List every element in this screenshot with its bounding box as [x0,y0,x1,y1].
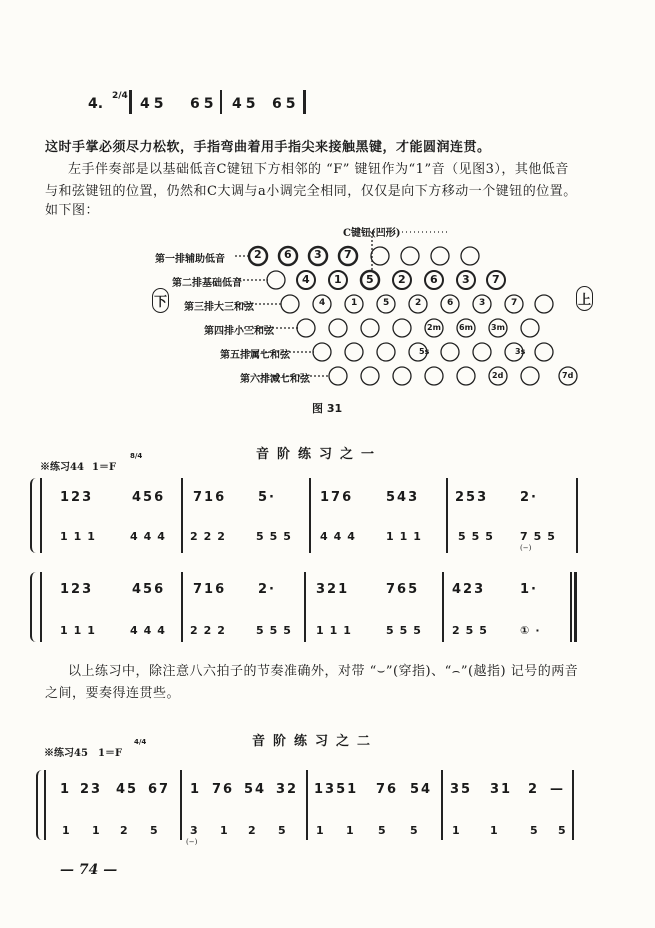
exercise-45-label: ※练习45 [44,748,88,759]
bass-note: 1 [62,824,76,837]
bass-group: 444 [320,530,361,543]
up-direction-mark: 上 [576,286,593,311]
button-num: 2m [427,323,441,332]
note-group: 176 [320,490,354,505]
button-num: 3 [462,273,470,286]
button-num: 2 [398,273,406,286]
button-num: 3 [479,298,486,308]
repeat-barline-start [129,90,132,114]
button-num: 2 [254,248,262,261]
bass-note: 5 [558,824,572,837]
button-num: 5s [419,347,430,356]
bass-group: 255 [452,624,493,637]
bass-group: 111 [386,530,427,543]
ex4-note-4: 65 [272,96,300,112]
button-num: 3s [515,347,526,356]
note-group: 123 [60,490,94,505]
row-2-label: 第二排基础低音 [172,278,242,289]
barline [180,770,182,840]
button-num: 6 [284,248,292,261]
scale-exercise-1-title: 音阶练习之一 [256,447,383,462]
exercise-4-time-signature: 2/4 [112,91,128,101]
bass-group: 555 [256,624,297,637]
instruction-paragraph-3-line-1: 以上练习中，除注意八六拍子的节奏准确外，对带 “⌣”(穿指)、“⌢”(越指) 记号的两音 [68,664,579,679]
instruction-paragraph-2-line-1: 左手伴奏部是以基础低音C键钮下方相邻的 “F” 键钮作为“1”音（见图3），其他低音 [68,162,569,177]
barline [306,770,308,840]
instruction-paragraph-3-line-2: 之间，要奏得连贯些。 [45,686,181,701]
note: 32 [276,782,299,797]
note-group: 765 [386,582,420,597]
row-1-label: 第一排辅助低音 [155,254,225,265]
note: 23 [80,782,103,797]
sub-mark: (−) [520,544,532,552]
barline [181,572,183,642]
barline [220,90,222,114]
bass-group: 555 [256,530,297,543]
bass-note: 1 [452,824,466,837]
repeat-barline-end [303,90,306,114]
button-num: 2d [492,371,504,380]
button-num: 6m [459,323,473,332]
bass-note: 5 [150,824,164,837]
note: 1 [190,782,202,797]
button-num: 7 [492,273,500,286]
note-group: 456 [132,582,166,597]
exercise-44-meter: 8/4 [130,452,143,460]
exercise-4-label: 4. [88,96,104,112]
note-group: 5· [258,490,276,505]
system-brace [30,478,40,553]
instruction-paragraph-2-line-3: 如下图： [45,203,100,218]
bass-note: 5 [530,824,544,837]
button-num: 7 [344,248,352,261]
bass-group: ①· [520,624,546,637]
barline [181,478,183,553]
sub-mark: (−) [186,838,198,846]
final-barline [574,572,577,642]
instruction-paragraph-2-line-2: 与和弦键钮的位置，仍然和C大调与a小调完全相同，仅仅是向下方移动一个键钮的位置。 [45,184,577,199]
barline [576,478,578,553]
button-num: 6 [430,273,438,286]
bass-note: 2 [248,824,262,837]
bass-note: 3 [190,824,204,837]
button-num: 1 [351,298,358,308]
note-group: 716 [193,490,227,505]
button-num: 1 [334,273,342,286]
note: 45 [116,782,139,797]
barline [442,572,444,642]
ex4-note-2: 65 [190,96,218,112]
bass-group: 111 [60,530,101,543]
bass-note: 5 [378,824,392,837]
barline [40,572,42,642]
bass-group: 222 [190,530,231,543]
down-direction-mark: 下 [152,288,169,313]
note-group: 1· [520,582,538,597]
barline [572,770,574,840]
bass-group: 755 [520,530,561,543]
bass-note: 1 [346,824,360,837]
note: 1351 [314,782,359,797]
note: 54 [244,782,267,797]
exercise-45-meter: 4/4 [134,738,147,746]
barline [40,478,42,553]
exercise-44-label: ※练习44 [40,462,84,473]
row-5-label: 第五排属七和弦 [220,350,290,361]
row-6-label: 第六排减七和弦 [240,374,310,385]
bass-group: 555 [386,624,427,637]
bass-group: 222 [190,624,231,637]
barline [446,478,448,553]
bass-note: 1 [92,824,106,837]
page-number: — 74 — [60,862,118,878]
button-num: 4 [319,298,326,308]
ex4-note-3: 45 [232,96,260,112]
note-group: 423 [452,582,486,597]
barline [570,572,572,642]
note-group: 321 [316,582,350,597]
bass-group: 444 [130,530,171,543]
bass-group: 111 [316,624,357,637]
button-num: 6 [447,298,454,308]
note-group: 716 [193,582,227,597]
bass-note: 2 [120,824,134,837]
note-group: 456 [132,490,166,505]
barline [304,572,306,642]
barline [309,478,311,553]
note: 2 [528,782,540,797]
note: 54 [410,782,433,797]
note-group: 2· [520,490,538,505]
note: 76 [376,782,399,797]
note: 1 [60,782,72,797]
ex4-note-1: 45 [140,96,168,112]
barline [441,770,443,840]
note-group: 123 [60,582,94,597]
button-num: 7 [511,298,518,308]
exercise-44-key: 1＝F [92,462,117,473]
note: 67 [148,782,171,797]
bass-note: 5 [278,824,292,837]
button-num: 5 [383,298,390,308]
note: 31 [490,782,513,797]
bass-note: 1 [220,824,234,837]
figure-caption: 图 31 [312,402,343,415]
bass-note: 1 [316,824,330,837]
note-group: 253 [455,490,489,505]
note-group: 2· [258,582,276,597]
button-num: 4 [302,273,310,286]
note: 76 [212,782,235,797]
barline [44,770,46,840]
instruction-paragraph-1: 这时手掌必须尽力松软，手指弯曲着用手指尖来接触黑键，才能圆润连贯。 [45,140,491,155]
button-num: 7d [562,371,574,380]
button-num: 2 [415,298,422,308]
bass-note: 5 [410,824,424,837]
bass-note: 1 [490,824,504,837]
bass-group: 555 [458,530,499,543]
system-brace [30,572,40,642]
bass-group: 111 [60,624,101,637]
scale-exercise-2-title: 音阶练习之二 [252,734,379,749]
button-num: 3m [491,323,505,332]
exercise-45-key: 1＝F [98,748,123,759]
note-group: 543 [386,490,420,505]
button-num: 5 [366,273,374,286]
button-num: 3 [314,248,322,261]
c-button-label: C键钮(凹形) [343,228,401,239]
note: — [550,782,565,797]
row-3-label: 第三排大三和弦 [184,302,254,313]
bass-group: 444 [130,624,171,637]
row-4-label: 第四排小三和弦 [204,326,274,337]
note: 35 [450,782,473,797]
